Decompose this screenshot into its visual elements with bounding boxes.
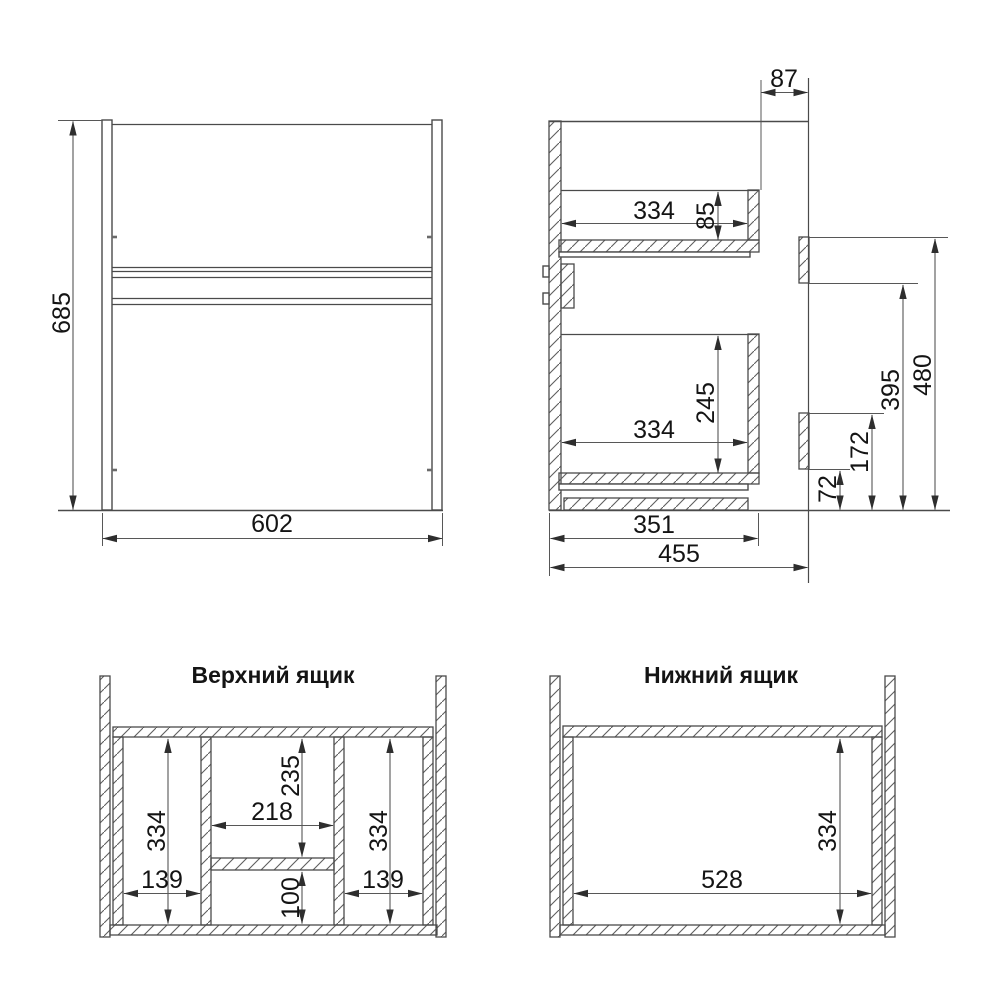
rail-clip xyxy=(543,293,549,304)
dim-label-right-width: 139 xyxy=(362,866,404,894)
drawer-right-wall xyxy=(423,737,433,925)
upper-drawer-view xyxy=(100,662,446,937)
lower-drawer-bottom-board xyxy=(559,473,759,484)
front-right-side-panel xyxy=(432,120,442,510)
dim-label-172: 172 xyxy=(846,431,874,473)
cabinet-side-panel-left xyxy=(100,676,110,937)
dim-label-center-depth: 235 xyxy=(277,755,305,797)
cabinet-side-panel-right xyxy=(885,676,895,937)
upper-wall-bracket xyxy=(799,237,809,283)
dim-label-left-depth: 334 xyxy=(143,810,171,852)
drawer-back-wall xyxy=(563,726,882,737)
upper-drawer-slide-rail xyxy=(559,252,750,257)
dim-label-center-width: 218 xyxy=(251,798,293,826)
dim-label-inner-depth: 334 xyxy=(814,810,842,852)
lower-drawer-title: Нижний ящик xyxy=(643,662,799,688)
drawer-divider-right xyxy=(334,737,344,925)
drawer-center-divider xyxy=(211,858,334,870)
dim-label-lower-height: 245 xyxy=(692,382,720,424)
dim-label-total-depth: 455 xyxy=(658,540,700,568)
drawer-front-wall xyxy=(110,925,437,935)
dim-label-inner-width: 528 xyxy=(701,866,743,894)
upper-drawer-back-wall xyxy=(748,190,759,240)
lower-drawer-back-wall xyxy=(748,334,759,473)
dim-label-480: 480 xyxy=(909,354,937,396)
drawer-divider-left xyxy=(201,737,211,925)
dim-label-72: 72 xyxy=(814,475,842,503)
drawer-right-wall xyxy=(872,737,882,925)
dim-label-wall-offset: 87 xyxy=(770,65,798,93)
lower-wall-bracket xyxy=(799,413,809,469)
dim-label-right-depth: 334 xyxy=(365,810,393,852)
upper-drawer-bottom-board xyxy=(559,240,759,252)
drawer-back-wall xyxy=(113,727,433,737)
lower-drawer-slide-rail xyxy=(559,484,748,490)
side-back-panel xyxy=(549,121,561,510)
dim-label-front-height: 685 xyxy=(48,292,76,334)
dim-label-lower-depth: 334 xyxy=(633,416,675,444)
dim-label-upper-height: 85 xyxy=(692,202,720,230)
rail-mount-block xyxy=(561,264,574,308)
rail-clip xyxy=(543,266,549,277)
front-left-side-panel xyxy=(102,120,112,510)
dim-label-bottom-depth: 351 xyxy=(633,511,675,539)
cabinet-side-panel-left xyxy=(550,676,560,937)
lower-drawer-view xyxy=(550,662,895,937)
drawer-left-wall xyxy=(563,737,573,925)
drawer-front-wall xyxy=(560,925,885,935)
cabinet-side-panel-right xyxy=(436,676,446,937)
upper-drawer-title: Верхний ящик xyxy=(191,662,355,688)
dim-label-left-width: 139 xyxy=(141,866,183,894)
side-view xyxy=(543,65,950,583)
dim-label-395: 395 xyxy=(877,369,905,411)
dim-label-front-width: 602 xyxy=(251,510,293,538)
dim-label-center-rear-depth: 100 xyxy=(277,877,305,919)
drawer-left-wall xyxy=(113,737,123,925)
cabinet-bottom-board xyxy=(564,498,748,510)
front-view xyxy=(48,120,443,546)
dim-label-upper-depth: 334 xyxy=(633,197,675,225)
